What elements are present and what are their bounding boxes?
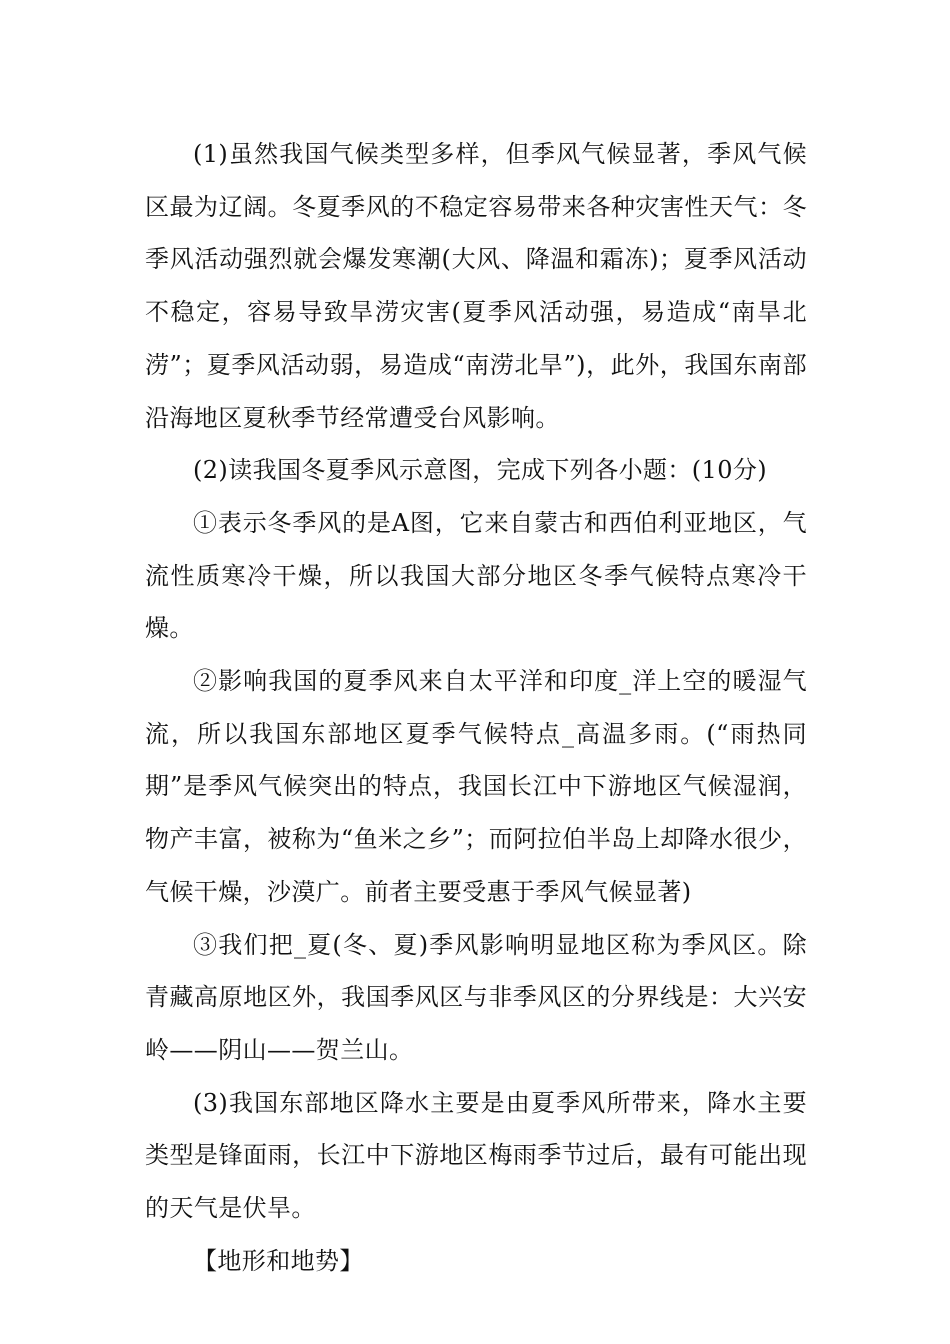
- section-heading-terrain: 【地形和地势】: [193, 1246, 364, 1275]
- document-body: [145, 128, 807, 1287]
- paragraph-question-3: (3)我国东部地区降水主要是由夏季风所带来，降水主要类型是锋面雨，长江中下游地区梅雨季节过后，最有可能出现的天气是伏旱。: [145, 1088, 807, 1223]
- paragraph-winter-monsoon: ①表示冬季风的是A图，它来自蒙古和西伯利亚地区，气流性质寒冷干燥，所以我国大部分地区冬季气候特点寒冷干燥。: [145, 508, 807, 643]
- paragraph-monsoon-region: ③我们把_夏(冬、夏)季风影响明显地区称为季风区。除青藏高原地区外，我国季风区与非季风区的分界线是：大兴安岭——阴山——贺兰山。: [145, 930, 807, 1064]
- paragraph-monsoon-climate: (1)虽然我国气候类型多样，但季风气候显著，季风气候区最为辽阔。冬夏季风的不稳定容易带来各种灾害性天气：冬季风活动强烈就会爆发寒潮(大风、降温和霜冻)；夏季风活动不稳定，容易导致旱涝灾害(夏季风活动强，易造成“南旱北涝”；夏季风活动弱，易造成“南涝北旱”)，此外，我国东南部沿海地区夏秋季节经常遭受台风影响。: [145, 140, 807, 432]
- paragraph-summer-monsoon: ②影响我国的夏季风来自太平洋和印度_洋上空的暖湿气流，所以我国东部地区夏季气候特点_高温多雨。(“雨热同期”是季风气候突出的特点，我国长江中下游地区气候湿润，物产丰富，被称为“鱼米之乡”；而阿拉伯半岛上却降水很少，气候干燥，沙漠广。前者主要受惠于季风气候显著): [145, 667, 807, 906]
- paragraph-question-2: (2)读我国冬夏季风示意图，完成下列各小题：(10分): [193, 456, 768, 485]
